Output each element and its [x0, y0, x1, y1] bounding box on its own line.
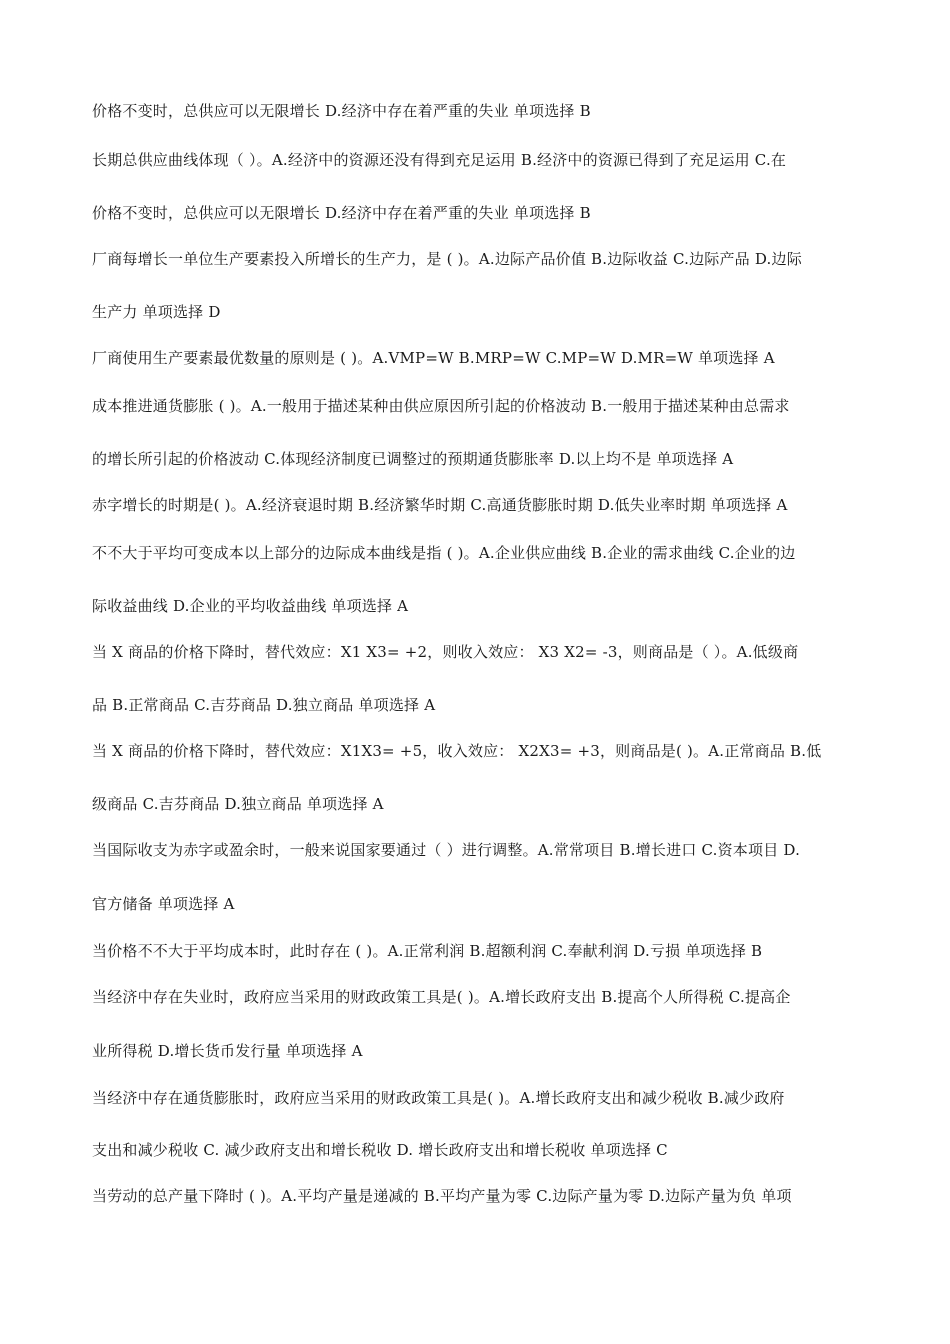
text-line: 当经济中存在通货膨胀时，政府应当采用的财政政策工具是( )。A.增长政府支出和减少税收 B.减少政府	[92, 1089, 785, 1107]
text-line: 赤字增长的时期是( )。A.经济衰退时期 B.经济繁华时期 C.高通货膨胀时期 D.低失业率时期 单项选择 A	[92, 496, 788, 514]
text-line: 价格不变时，总供应可以无限增长 D.经济中存在着严重的失业 单项选择 B	[92, 102, 591, 120]
text-line: 不不大于平均可变成本以上部分的边际成本曲线是指 ( )。A.企业供应曲线 B.企业的需求曲线 C.企业的边	[92, 544, 796, 562]
text-line: 级商品 C.吉芬商品 D.独立商品 单项选择 A	[92, 795, 384, 813]
text-line: 支出和减少税收 C. 减少政府支出和增长税收 D. 增长政府支出和增长税收 单项选择 C	[92, 1141, 668, 1159]
text-line: 生产力 单项选择 D	[92, 303, 221, 321]
text-line: 品 B.正常商品 C.吉芬商品 D.独立商品 单项选择 A	[92, 696, 436, 714]
text-line: 业所得税 D.增长货币发行量 单项选择 A	[92, 1042, 363, 1060]
text-line: 官方储备 单项选择 A	[92, 895, 235, 913]
text-line: 当经济中存在失业时，政府应当采用的财政政策工具是( )。A.增长政府支出 B.提高个人所得税 C.提高企	[92, 988, 791, 1006]
text-line: 价格不变时，总供应可以无限增长 D.经济中存在着严重的失业 单项选择 B	[92, 204, 591, 222]
text-line: 当价格不不大于平均成本时，此时存在 ( )。A.正常利润 B.超额利润 C.奉献利润 D.亏损 单项选择 B	[92, 942, 763, 960]
text-line: 当国际收支为赤字或盈余时，一般来说国家要通过（ ）进行调整。A.常常项目 B.增长进口 C.资本项目 D.	[92, 841, 801, 859]
text-line: 厂商使用生产要素最优数量的原则是 ( )。A.VMP=W B.MRP=W C.MP=W D.MR=W 单项选择 A	[92, 349, 775, 367]
text-line: 当 X 商品的价格下降时，替代效应：X1 X3= +2，则收入效应： X3 X2= -3，则商品是（ ）。A.低级商	[92, 643, 799, 661]
text-line: 当 X 商品的价格下降时，替代效应：X1X3= +5，收入效应： X2X3= +3，则商品是( )。A.正常商品 B.低	[92, 742, 822, 760]
text-line: 成本推进通货膨胀 ( )。A.一般用于描述某种由供应原因所引起的价格波动 B.一般用于描述某种由总需求	[92, 397, 790, 415]
text-line: 当劳动的总产量下降时 ( )。A.平均产量是递减的 B.平均产量为零 C.边际产量为零 D.边际产量为负 单项	[92, 1187, 792, 1205]
text-line: 际收益曲线 D.企业的平均收益曲线 单项选择 A	[92, 597, 409, 615]
text-line: 厂商每增长一单位生产要素投入所增长的生产力，是 ( )。A.边际产品价值 B.边际收益 C.边际产品 D.边际	[92, 250, 802, 268]
text-line: 的增长所引起的价格波动 C.体现经济制度已调整过的预期通货膨胀率 D.以上均不是 单项选择 A	[92, 450, 734, 468]
text-line: 长期总供应曲线体现（ ）。A.经济中的资源还没有得到充足运用 B.经济中的资源已得到了充足运用 C.在	[92, 151, 787, 169]
